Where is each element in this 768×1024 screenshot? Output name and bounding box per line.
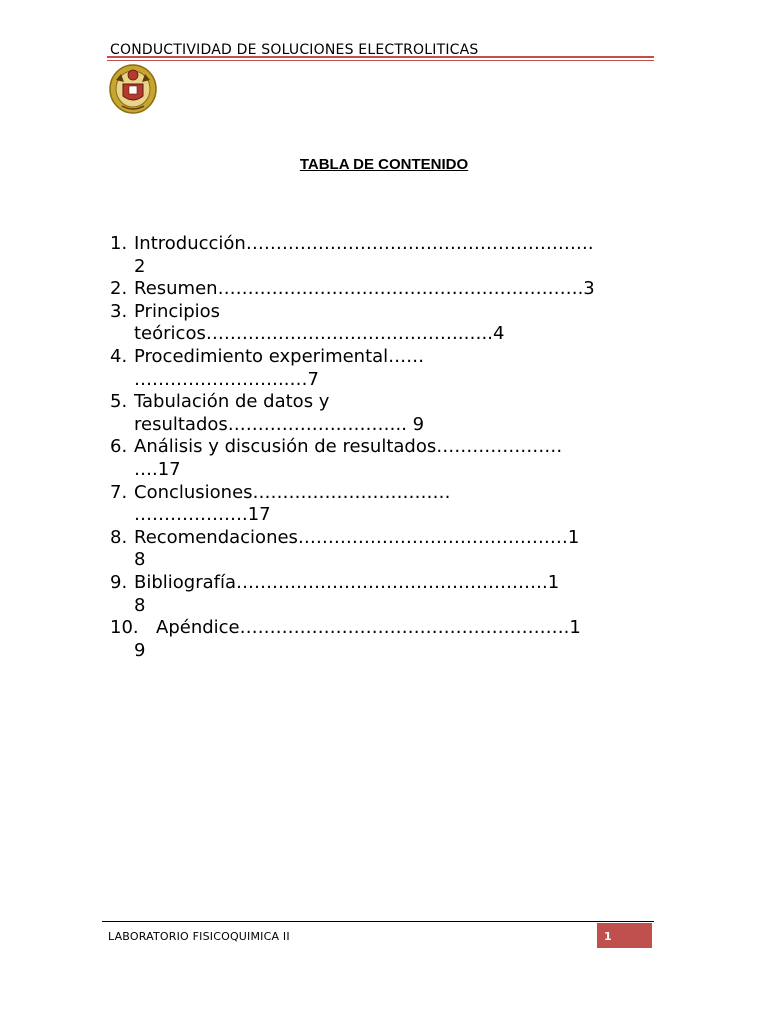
- header-title: CONDUCTIVIDAD DE SOLUCIONES ELECTROLITICAS: [110, 42, 479, 58]
- toc-item-text: Tabulación de datos y: [134, 391, 330, 413]
- page-number-badge: [597, 923, 652, 948]
- footer-rule: [102, 921, 654, 922]
- toc-item-text: ……………….17: [134, 504, 271, 526]
- toc-item-bibliografia[interactable]: [110, 572, 658, 617]
- toc-item-number: 8.: [110, 526, 128, 548]
- header-rule-thin: [107, 60, 654, 61]
- toc-item-text: Recomendaciones………………………………………1: [134, 526, 580, 548]
- footer-label: LABORATORIO FISICOQUIMICA II: [108, 930, 290, 943]
- toc-item-text: Procedimiento experimental……: [134, 345, 425, 367]
- toc-item-text: resultados……………….……….. 9: [134, 413, 425, 435]
- toc-item-text: Resumen…………………………………………………….3: [134, 278, 595, 300]
- toc-item-text: 8: [134, 549, 146, 571]
- toc-item-text: Apéndice……………………………………………….1: [156, 617, 581, 639]
- university-crest-icon: [108, 62, 158, 114]
- toc-item-apendice[interactable]: [110, 617, 658, 662]
- toc-item-text: Principios: [134, 300, 221, 322]
- toc-item-principios-teoricos[interactable]: [110, 301, 658, 346]
- toc-item-introduccion[interactable]: [110, 233, 658, 278]
- toc-item-text: 9: [134, 639, 146, 661]
- toc-item-procedimiento[interactable]: [110, 346, 658, 391]
- toc-item-number: 5.: [110, 391, 128, 413]
- toc-item-tabulacion[interactable]: [110, 391, 658, 436]
- header-rule: [107, 56, 654, 58]
- toc-item-number: 2.: [110, 278, 128, 300]
- toc-item-number: 4.: [110, 345, 128, 367]
- toc-item-text: ….17: [134, 458, 181, 480]
- toc-item-recomendaciones[interactable]: [110, 527, 658, 572]
- toc-item-number: 7.: [110, 481, 128, 503]
- toc-item-text: teóricos…………………………………….…..4: [134, 323, 505, 345]
- toc-item-text: Introducción………………………………………………….: [134, 233, 594, 254]
- toc-item-text: 8: [134, 594, 146, 616]
- toc-item-text: ……………………..…7: [134, 368, 319, 390]
- toc-item-analisis[interactable]: [110, 436, 658, 481]
- toc-list: [110, 233, 658, 662]
- toc-item-text: Conclusiones……………………………: [134, 481, 451, 503]
- toc-item-text: Bibliografía…………………………………………….1: [134, 571, 560, 593]
- toc-heading: TABLA DE CONTENIDO: [299, 156, 469, 173]
- toc-item-number: 3.: [110, 300, 128, 322]
- toc-item-number: 9.: [110, 571, 128, 593]
- toc-item-text: Análisis y discusión de resultados…………………: [134, 436, 563, 458]
- toc-item-number: 1.: [110, 233, 128, 254]
- page-number: 1: [604, 930, 612, 943]
- toc-item-number: 6.: [110, 436, 128, 458]
- toc-item-resumen[interactable]: [110, 278, 658, 301]
- toc-item-conclusiones[interactable]: [110, 482, 658, 527]
- toc-item-number: 10.: [110, 617, 139, 639]
- toc-item-text: 2: [134, 255, 146, 277]
